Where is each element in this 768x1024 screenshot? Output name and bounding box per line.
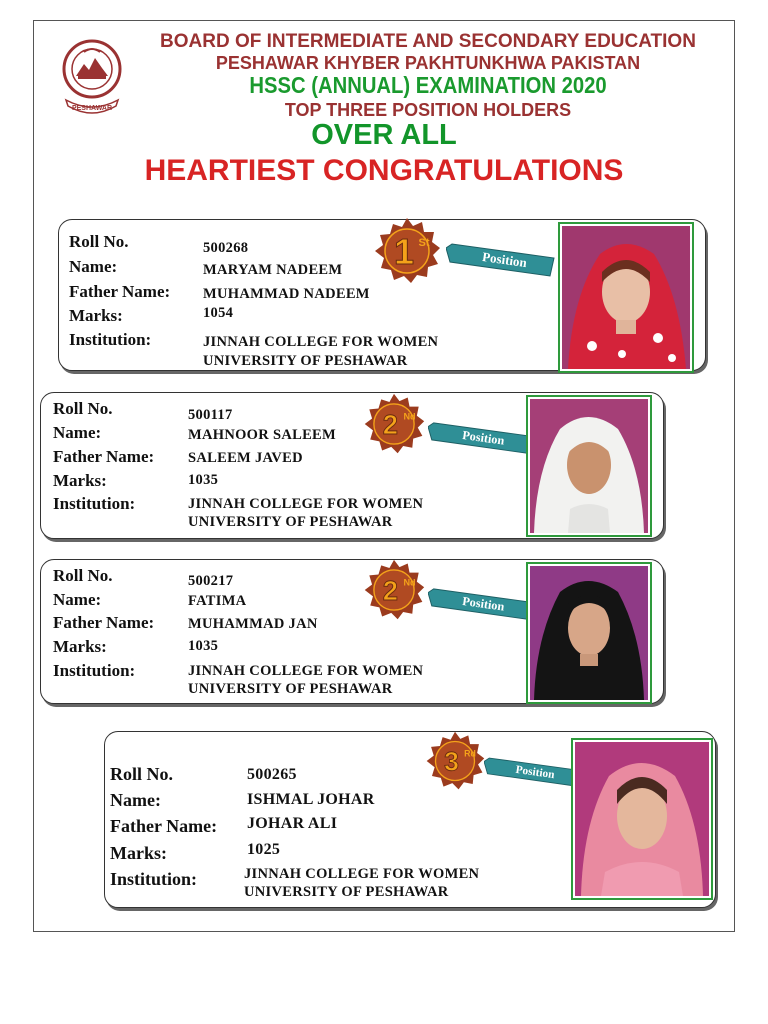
roll-label: Roll No. (53, 566, 113, 585)
institution-value-line1: JINNAH COLLEGE FOR WOMEN (188, 496, 424, 512)
roll-value: 500265 (247, 766, 297, 783)
institution-value-line1: JINNAH COLLEGE FOR WOMEN (244, 866, 480, 882)
father-label: Father Name: (53, 613, 155, 632)
marks-label: Marks: (69, 306, 123, 325)
marks-label: Marks: (53, 637, 107, 656)
father-label: Father Name: (110, 816, 218, 836)
position-badge-icon (362, 558, 426, 622)
institution-value-line2: UNIVERSITY OF PESHAWAR (188, 514, 393, 530)
holder-photo (571, 738, 713, 900)
holder-photo (526, 395, 652, 537)
name-value: ISHMAL JOHAR (247, 791, 375, 808)
congratulations-title: HEARTIEST CONGRATULATIONS (144, 154, 624, 187)
svg-text:Rd: Rd (464, 748, 476, 759)
marks-value: 1035 (188, 472, 219, 488)
name-label: Name: (69, 257, 118, 276)
position-badge-icon (362, 392, 426, 456)
position-ribbon-icon (428, 418, 532, 458)
board-location: PESHAWAR KHYBER PAKHTUNKHWA PAKISTAN (215, 53, 641, 73)
svg-text:Position: Position (461, 593, 506, 614)
svg-text:3: 3 (444, 746, 459, 777)
exam-title: HSSC (ANNUAL) EXAMINATION 2020 (249, 72, 607, 98)
svg-text:Nd: Nd (403, 411, 416, 422)
father-value: JOHAR ALI (247, 815, 338, 832)
portrait-photo (562, 226, 690, 369)
father-label: Father Name: (53, 447, 155, 466)
father-label: Father Name: (69, 282, 171, 301)
name-label: Name: (110, 790, 161, 810)
institution-value-line2: UNIVERSITY OF PESHAWAR (244, 884, 449, 900)
marks-value: 1035 (188, 638, 219, 654)
category-title: OVER ALL (311, 119, 457, 151)
institution-label: Institution: (53, 494, 136, 513)
name-value: MARYAM NADEEM (203, 262, 343, 278)
father-value: MUHAMMAD JAN (188, 616, 318, 632)
marks-label: Marks: (110, 843, 167, 863)
svg-text:1: 1 (393, 231, 415, 272)
roll-value: 500268 (203, 240, 249, 256)
marks-value: 1054 (203, 305, 234, 321)
institution-value-line2: UNIVERSITY OF PESHAWAR (188, 681, 393, 697)
name-label: Name: (53, 423, 102, 442)
board-seal-logo (62, 36, 122, 120)
svg-text:Position: Position (481, 248, 528, 271)
marks-value: 1025 (247, 841, 281, 858)
svg-text:PESHAWAR: PESHAWAR (71, 105, 113, 112)
institution-value-line1: JINNAH COLLEGE FOR WOMEN (203, 334, 439, 350)
father-value: SALEEM JAVED (188, 450, 303, 466)
institution-value-line1: JINNAH COLLEGE FOR WOMEN (188, 663, 424, 679)
institution-value-line2: UNIVERSITY OF PESHAWAR (203, 353, 408, 369)
position-badge-icon (424, 730, 486, 792)
svg-text:2: 2 (382, 409, 398, 441)
position-badge-icon (372, 216, 442, 286)
father-value: MUHAMMAD NADEEM (203, 286, 370, 302)
board-title: BOARD OF INTERMEDIATE AND SECONDARY EDUCATION (160, 31, 696, 52)
holder-photo (558, 222, 694, 373)
institution-label: Institution: (53, 661, 136, 680)
name-value: FATIMA (188, 593, 247, 609)
svg-text:Position: Position (514, 763, 556, 782)
institution-label: Institution: (110, 869, 198, 889)
portrait-photo (575, 742, 709, 896)
portrait-photo (530, 399, 648, 533)
position-ribbon-icon (484, 752, 580, 792)
name-label: Name: (53, 590, 102, 609)
name-value: MAHNOOR SALEEM (188, 427, 336, 443)
position-ribbon-icon (428, 584, 532, 624)
holder-photo (526, 562, 652, 704)
svg-text:Nd: Nd (403, 577, 416, 588)
position-ribbon-icon (446, 240, 556, 280)
roll-value: 500217 (188, 573, 234, 589)
roll-label: Roll No. (69, 232, 129, 251)
svg-text:2: 2 (382, 575, 398, 607)
portrait-photo (530, 566, 648, 700)
institution-label: Institution: (69, 330, 152, 349)
roll-label: Roll No. (110, 764, 173, 784)
roll-value: 500117 (188, 407, 233, 423)
svg-text:St: St (418, 237, 430, 249)
subtitle: TOP THREE POSITION HOLDERS (284, 100, 572, 120)
svg-text:Position: Position (461, 427, 506, 448)
marks-label: Marks: (53, 471, 107, 490)
roll-label: Roll No. (53, 399, 113, 418)
